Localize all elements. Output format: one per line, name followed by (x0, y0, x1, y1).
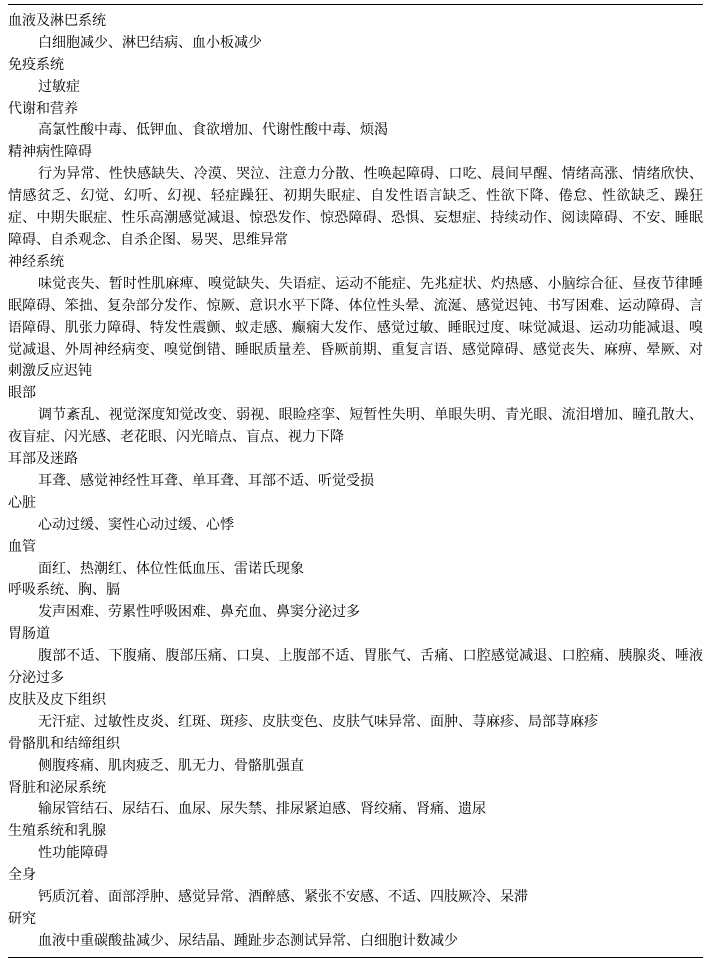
section-items: 面红、热潮红、体位性低血压、雷诺氏现象 (38, 560, 304, 577)
section-title: 生殖系统和乳腺 (8, 823, 106, 840)
section-items: 血液中重碳酸盐减少、尿结晶、踵趾步态测试异常、白细胞计数减少 (38, 932, 458, 949)
section-items: 心动过缓、窦性心动过缓、心悸 (38, 516, 234, 533)
section-ear (8, 449, 703, 493)
section-title: 眼部 (8, 385, 36, 402)
section-nervous (8, 252, 703, 383)
section-title: 免疫系统 (8, 56, 64, 73)
section-immune (8, 55, 703, 99)
section-title: 血液及淋巴系统 (8, 13, 106, 29)
section-eye (8, 383, 703, 449)
section-respiratory (8, 580, 703, 624)
section-renal (8, 778, 703, 822)
section-musculoskeletal (8, 734, 703, 778)
section-reproductive (8, 821, 703, 865)
adverse-reactions-table (8, 4, 703, 958)
section-cardiac (8, 493, 703, 537)
section-items: 输尿管结石、尿结石、血尿、尿失禁、排尿紧迫感、肾绞痛、肾痛、遗尿 (38, 801, 486, 818)
section-title: 研究 (8, 910, 36, 927)
section-metabolism (8, 99, 703, 143)
section-investigations (8, 909, 703, 953)
section-title: 皮肤及皮下组织 (8, 691, 106, 708)
section-title: 心脏 (8, 494, 36, 511)
section-items: 腹部不适、下腹痛、腹部压痛、口臭、上腹部不适、胃胀气、舌痛、口腔感觉减退、口腔痛、胰腺炎、唾液分泌过多 (8, 648, 703, 687)
section-items: 无汗症、过敏性皮炎、红斑、斑疹、皮肤变色、皮肤气味异常、面肿、荨麻疹、局部荨麻疹 (38, 713, 598, 730)
section-items: 行为异常、性快感缺失、冷漠、哭泣、注意力分散、性唤起障碍、口吃、晨间早醒、情绪高涨、情绪欣快、情感贫乏、幻觉、幻听、幻视、轻症躁狂、初期失眠症、自发性语言缺乏、性欲下降、倦怠、性欲缺乏、躁狂症、中期失眠症、性乐高潮感觉减退、惊恐发作、惊恐障碍、恐惧、妄想症、持续动作、阅读障碍、不安、睡眠障碍、自杀观念、自杀企图、易哭、思维异常 (8, 166, 703, 248)
section-title: 血管 (8, 538, 36, 555)
section-blood-lymph (8, 11, 703, 55)
section-title: 呼吸系统、胸、膈 (8, 582, 120, 599)
section-title: 耳部及迷路 (8, 451, 78, 468)
section-title: 骨骼肌和结缔组织 (8, 735, 120, 752)
section-items: 过敏症 (38, 78, 80, 95)
section-skin (8, 690, 703, 734)
section-items: 发声困难、劳累性呼吸困难、鼻充血、鼻窦分泌过多 (38, 604, 360, 621)
section-general (8, 865, 703, 909)
section-items: 白细胞减少、淋巴结病、血小板减少 (38, 34, 262, 51)
section-items: 侧腹疼痛、肌肉疲乏、肌无力、骨骼肌强直 (38, 757, 304, 774)
section-psychiatric (8, 142, 703, 252)
section-items: 性功能障碍 (38, 845, 108, 862)
section-items: 耳聋、感觉神经性耳聋、单耳聋、耳部不适、听觉受损 (38, 472, 374, 489)
section-title: 胃肠道 (8, 626, 50, 643)
section-title: 肾脏和泌尿系统 (8, 779, 106, 796)
top-rule (8, 4, 703, 5)
sections-list (8, 11, 703, 953)
section-title: 代谢和营养 (8, 100, 78, 117)
section-gastrointestinal (8, 624, 703, 690)
section-title: 神经系统 (8, 253, 64, 270)
section-items: 钙质沉着、面部浮肿、感觉异常、酒醉感、紧张不安感、不适、四肢厥冷、呆滞 (38, 889, 528, 905)
section-title: 精神病性障碍 (8, 144, 92, 161)
section-vascular (8, 537, 703, 581)
section-items: 味觉丧失、暂时性肌麻痺、嗅觉缺失、失语症、运动不能症、先兆症状、灼热感、小脑综合征、昼夜节律睡眠障碍、笨拙、复杂部分发作、惊厥、意识水平下降、体位性头晕、流涎、感觉迟钝、书写困难、运动障碍、言语障碍、肌张力障碍、特发性震颤、蚁走感、癫痫大发作、感觉过敏、睡眠过度、味觉减退、运动功能减退、嗅觉减退、外周神经病变、嗅觉倒错、睡眠质量差、昏厥前期、重复言语、感觉障碍、感觉丧失、麻痹、晕厥、对刺激反应迟钝 (8, 275, 703, 380)
section-items: 调节紊乱、视觉深度知觉改变、弱视、眼睑痉挛、短暂性失明、单眼失明、青光眼、流泪增加、瞳孔散大、夜盲症、闪光感、老花眼、闪光暗点、盲点、视力下降 (8, 407, 703, 446)
section-items: 高氯性酸中毒、低钾血、食欲增加、代谢性酸中毒、烦渴 (38, 122, 388, 139)
section-title: 全身 (8, 867, 36, 884)
